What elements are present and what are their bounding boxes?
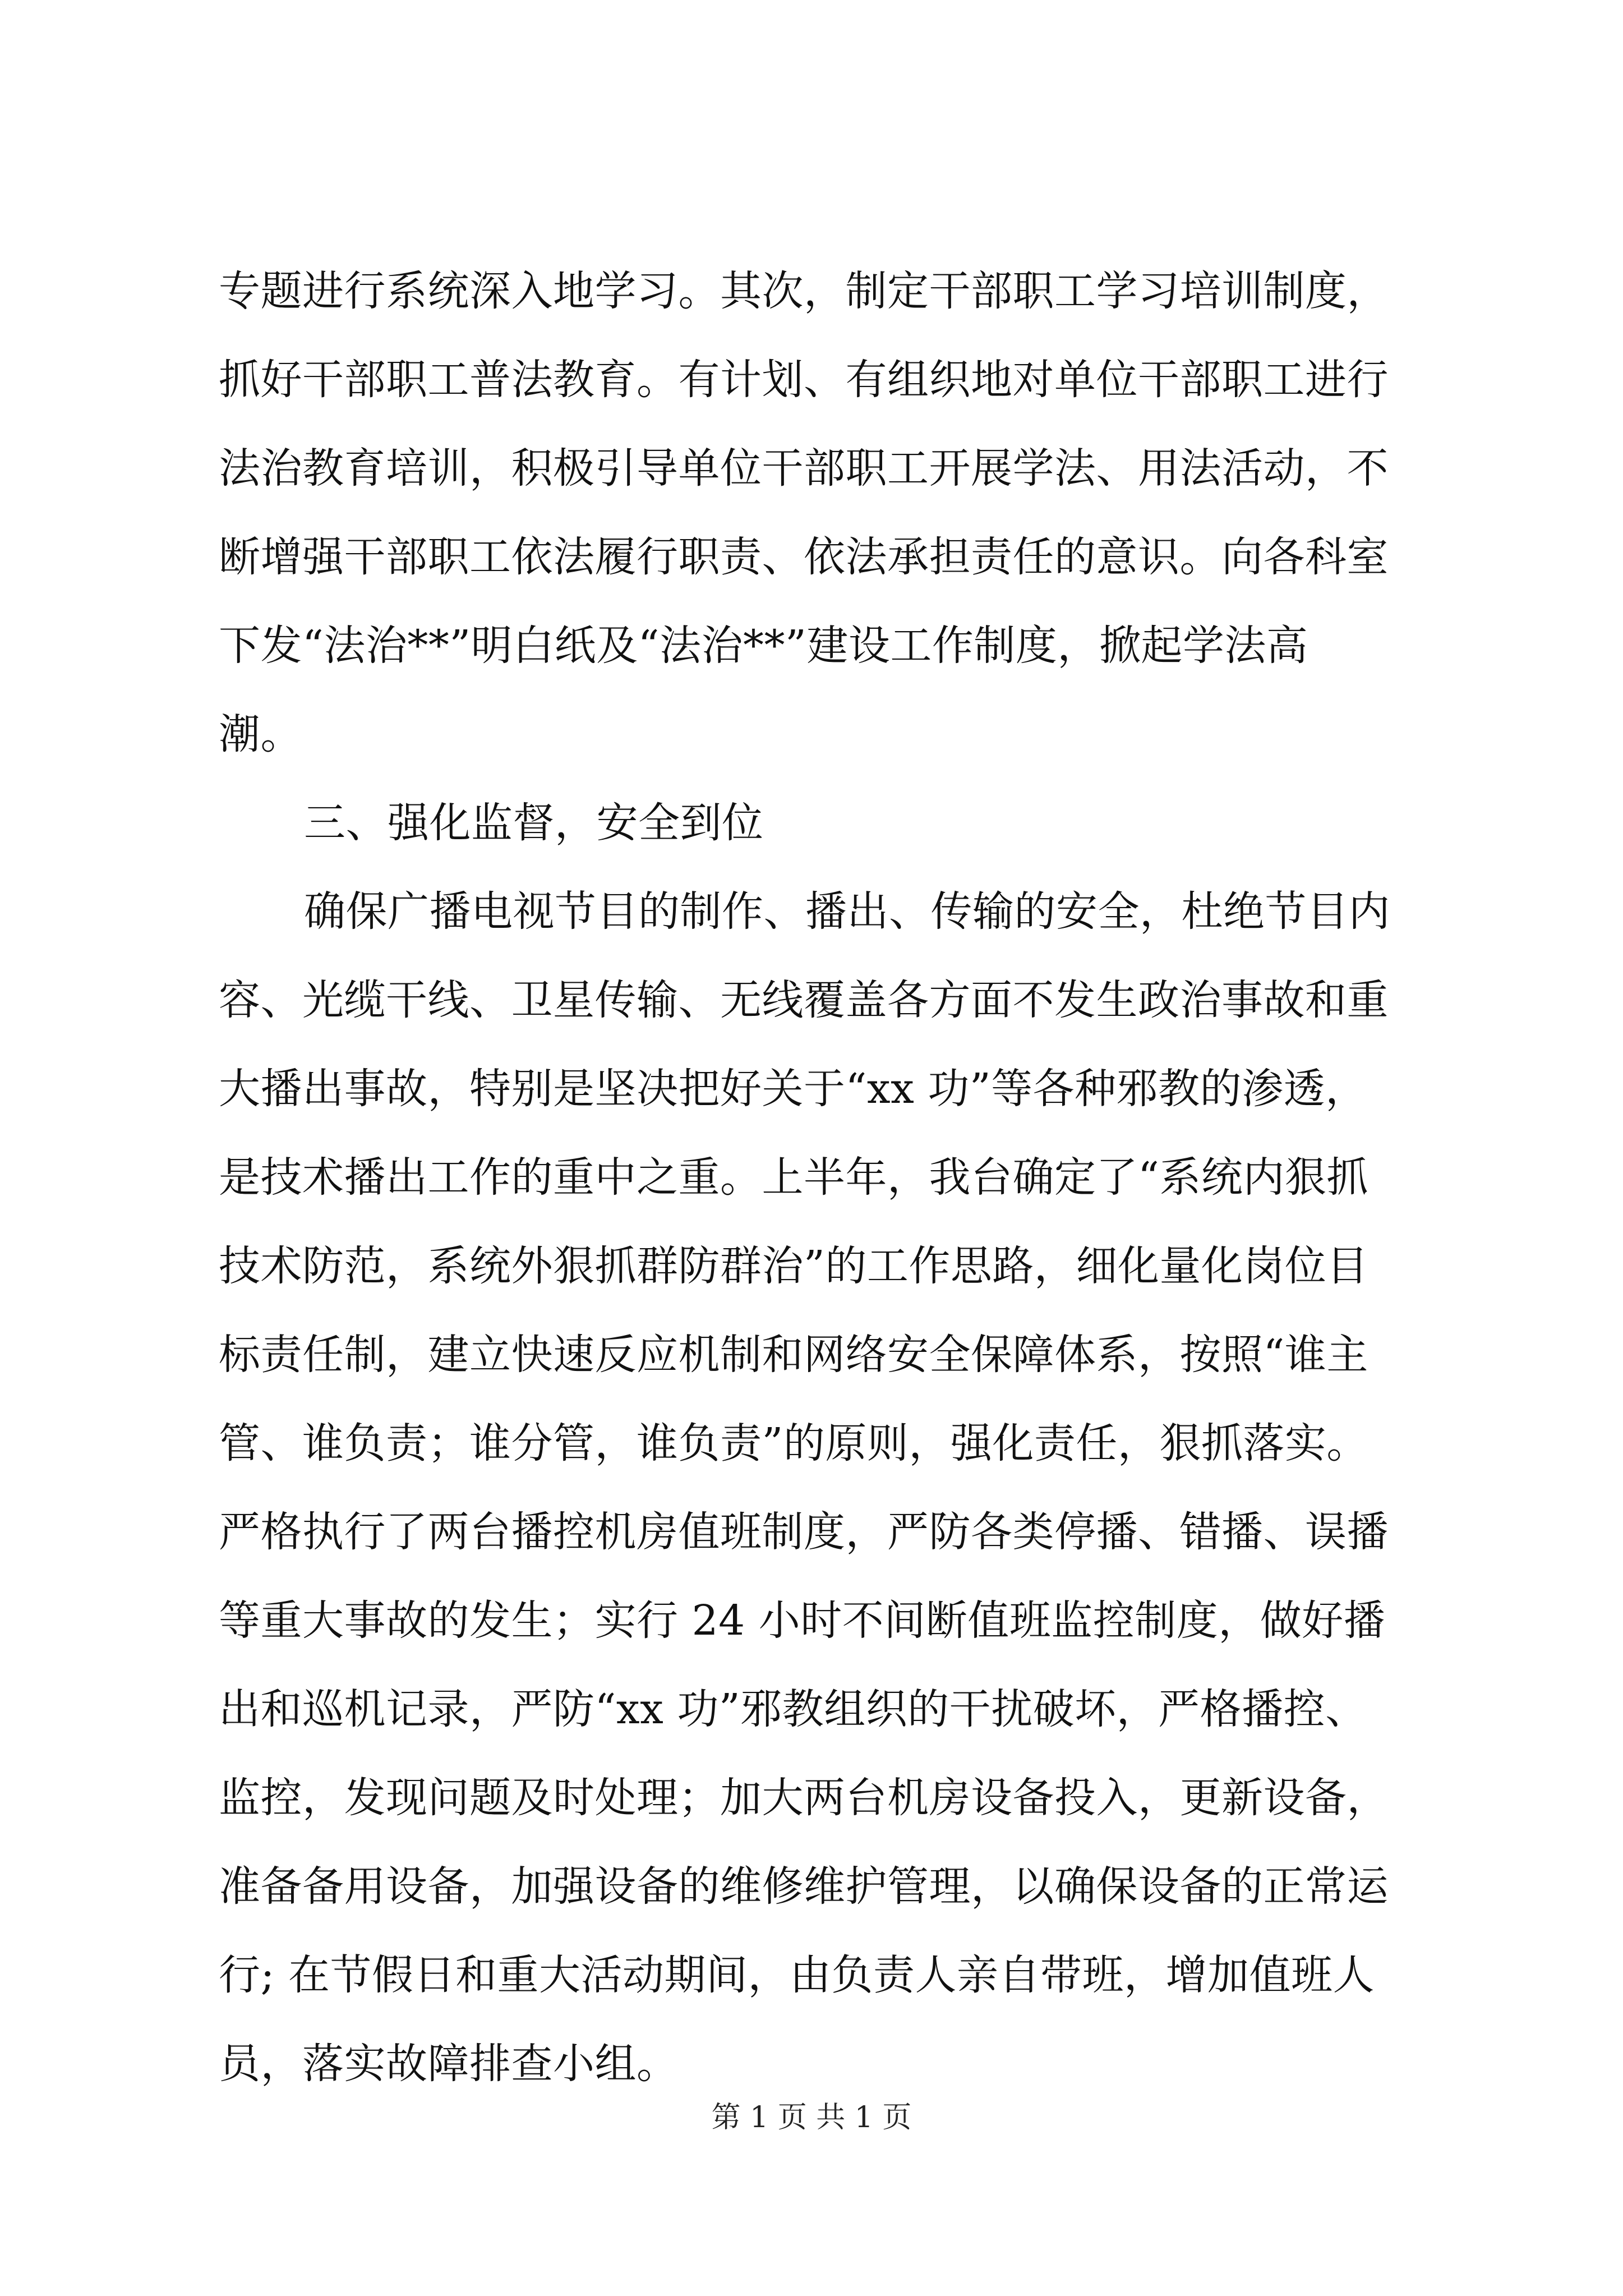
body-line: 员，落实故障排查小组。 xyxy=(219,2040,679,2088)
body-line: 法治教育培训，积极引导单位干部职工开展学法、用法活动，不 xyxy=(219,444,1389,493)
body-line: 技术防范，系统外狠抓群防群治”的工作思路，细化量化岗位目 xyxy=(219,1242,1368,1290)
document-body xyxy=(219,247,1424,2108)
body-line: 下发“法治**”明白纸及“法治**”建设工作制度，掀起学法高 xyxy=(219,622,1308,670)
body-line: 严格执行了两台播控机房值班制度，严防各类停播、错播、误播 xyxy=(219,1508,1389,1556)
body-line: 大播出事故，特别是坚决把好关于“xx 功”等各种邪教的渗透， xyxy=(219,1065,1367,1113)
body-line: 标责任制，建立快速反应机制和网络安全保障体系，按照“谁主 xyxy=(219,1331,1368,1379)
body-line: 容、光缆干线、卫星传输、无线覆盖各方面不发生政治事故和重 xyxy=(219,976,1389,1024)
body-line: 准备备用设备，加强设备的维修维护管理，以确保设备的正常运 xyxy=(219,1862,1389,1911)
body-line: 监控，发现问题及时处理；加大两台机房设备投入，更新设备， xyxy=(219,1774,1389,1822)
body-line: 行; 在节假日和重大活动期间，由负责人亲自带班，增加值班人 xyxy=(219,1951,1375,1999)
body-line: 出和巡机记录，严防“xx 功”邪教组织的干扰破坏，严格播控、 xyxy=(219,1685,1367,1733)
body-line: 确保广播电视节目的制作、播出、传输的安全，杜绝节目内 xyxy=(304,887,1390,936)
page-number-footer: 第 1 页 共 1 页 xyxy=(711,2101,912,2134)
body-line: 专题进行系统深入地学习。其次，制定干部职工学习培训制度， xyxy=(219,267,1389,315)
body-line: 管、谁负责；谁分管，谁负责”的原则，强化责任，狠抓落实。 xyxy=(219,1419,1368,1467)
body-line: 断增强干部职工依法履行职责、依法承担责任的意识。向各科室 xyxy=(219,533,1389,581)
body-line: 抓好干部职工普法教育。有计划、有组织地对单位干部职工进行 xyxy=(219,356,1389,404)
body-line: 是技术播出工作的重中之重。上半年，我台确定了“系统内狠抓 xyxy=(219,1153,1368,1202)
body-line: 潮。 xyxy=(219,710,302,758)
body-line: 等重大事故的发生；实行 24 小时不间断值班监控制度，做好播 xyxy=(219,1596,1386,1645)
section-heading: 三、强化监督，安全到位 xyxy=(304,799,764,847)
